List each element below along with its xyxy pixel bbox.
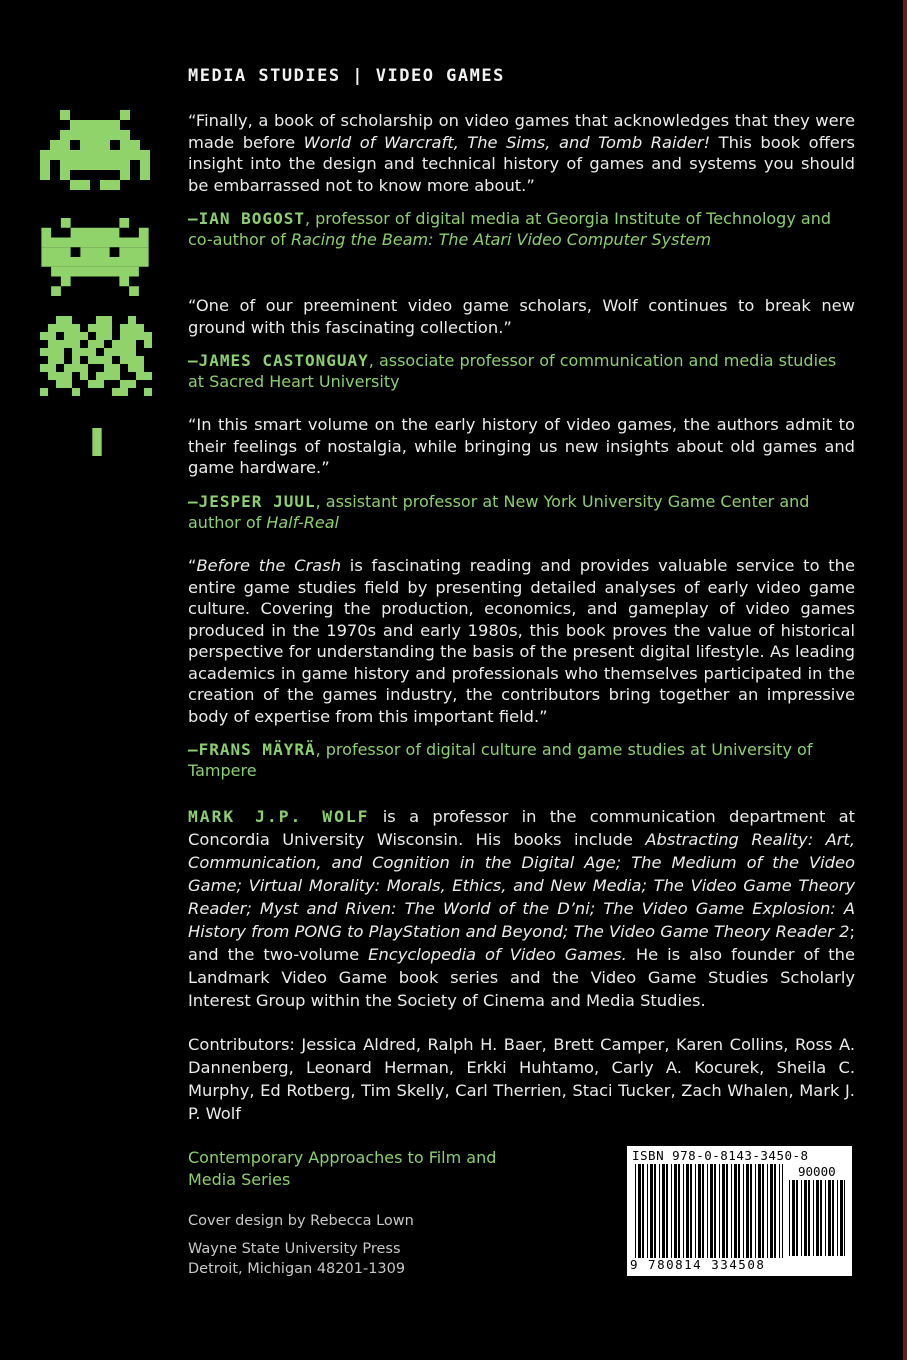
ean-barcode-bars <box>635 1164 783 1258</box>
publisher-address: Detroit, Michigan 48201-1309 <box>188 1261 406 1277</box>
attribution-book-title: Racing the Beam: The Atari Video Computer System <box>290 230 712 249</box>
price-barcode-bars <box>789 1180 845 1256</box>
attribution-name: —JAMES CASTONGUAY <box>188 351 369 370</box>
quote-italic-titles: World of Warcraft, The Sims, and Tomb Raider! <box>303 132 711 152</box>
contributors-block <box>188 1033 855 1125</box>
quote-text: “One of our preeminent video game scholars, Wolf continues to break new ground with this fascinating collection.” <box>188 296 855 337</box>
attribution-name: —JESPER JUUL <box>188 491 316 511</box>
attribution-name: —IAN BOGOST <box>188 209 305 228</box>
invader-exploding-icon <box>40 316 152 396</box>
quote-block-4 <box>188 555 855 781</box>
isbn-barcode <box>627 1146 852 1276</box>
author-name: MARK J.P. WOLF <box>188 807 370 826</box>
attribution-text: , assistant professor at New York University Game Center and author of <box>188 491 810 532</box>
contributors-text: Contributors: Jessica Aldred, Ralph H. Baer, Brett Camper, Karen Collins, Ross A. Dannenberg, Leonard Herman, Erkki Huhtamo, Carly A. Kocurek, Sheila C. Murphy, Ed Rotberg, Tim Skelly, Carl Therrien, Staci Tucker, Zach Whalen, Mark J. P. Wolf <box>188 1035 855 1123</box>
quote-text <box>188 110 855 196</box>
quote-attribution <box>188 739 855 781</box>
quote-attribution <box>188 350 855 392</box>
quote-block-3 <box>188 414 855 533</box>
quote-block-1 <box>188 110 855 250</box>
quote-text <box>188 555 855 727</box>
attribution-name: —FRANS MÄYRÄ <box>188 740 316 759</box>
series-title: Contemporary Approaches to Film and Media Series <box>188 1148 497 1189</box>
bio-text <box>188 805 855 1012</box>
bio-encyclopedia-title: Encyclopedia of Video Games. <box>368 945 627 964</box>
invader-1-icon <box>40 108 150 192</box>
ean-digits: 9 780814 334508 <box>630 1257 766 1272</box>
quote-text: “In this smart volume on the early history of video games, the authors admit to their feelings of nostalgia, while bringing us new insights about old games and game hardware.” <box>188 415 855 477</box>
cover-design-credit: Cover design by Rebecca Lown <box>188 1213 414 1229</box>
attribution-book-title: Half-Real <box>266 512 339 532</box>
quote-text-part: “Finally, a book of scholarship on video games that acknowledges that they were made before <box>188 111 855 152</box>
quote-attribution <box>188 208 855 250</box>
quote-italic-title: Before the Crash <box>196 556 342 575</box>
bio-text-part: is a professor in the communication department at Concordia University Wisconsin. His books include <box>188 807 855 849</box>
bio-text-part: He is also founder of the Landmark Video Game book series and the Video Game Studies Scholarly Interest Group within the Society of Cinema and Media Studies. <box>188 945 855 1010</box>
invader-shot-icon <box>91 428 103 456</box>
publisher-name: Wayne State University Press <box>188 1241 401 1257</box>
quote-open-mark: “ <box>188 556 197 575</box>
bio-text-part: ; and the two-volume <box>188 922 855 964</box>
bio-book-titles: Abstracting Reality: Art, Communication, and Cognition in the Digital Age; The Medium of the Video Game; Virtual Morality: Morals, Ethics, and New Media; The Video Game Theory Reader; Myst and Riven: The World of the D’ni; The Video Game Explosion: A History from PONG to PlayStation and Beyond; The Video Game Theory Reader 2 <box>188 830 855 941</box>
quote-text-part: is fascinating reading and provides valuable service to the entire game studies field by presenting detailed analyses of early video game culture. Covering the production, economics, and gameplay of video games produced in the 1970s and early 1980s, this book proves the value of historical perspective for understanding the basis of the present digital lifestyle. As leading academics in game history and professionals who themselves participated in the creation of the games industry, the contributors bring together an impressive body of expertise from this important field.” <box>188 556 855 726</box>
author-bio <box>188 805 855 1012</box>
isbn-text: ISBN 978-0-8143-3450-8 <box>632 1148 809 1163</box>
attribution-text: , associate professor of communication and media studies at Sacred Heart University <box>188 351 837 391</box>
attribution-text: , professor of digital media at Georgia Institute of Technology and co-author of <box>188 209 831 249</box>
quote-text-part: This book offers insight into the design and technical history of games and systems you should be embarrassed not to know more about.” <box>188 132 855 195</box>
quote-block-2 <box>188 295 855 392</box>
attribution-text: , professor of digital culture and game studies at University of Tampere <box>188 740 813 780</box>
right-edge-strip <box>903 0 907 1360</box>
price-code: 90000 <box>798 1164 836 1179</box>
invader-2-icon <box>40 218 150 296</box>
category-label: MEDIA STUDIES | VIDEO GAMES <box>188 66 505 86</box>
quote-attribution <box>188 491 855 533</box>
